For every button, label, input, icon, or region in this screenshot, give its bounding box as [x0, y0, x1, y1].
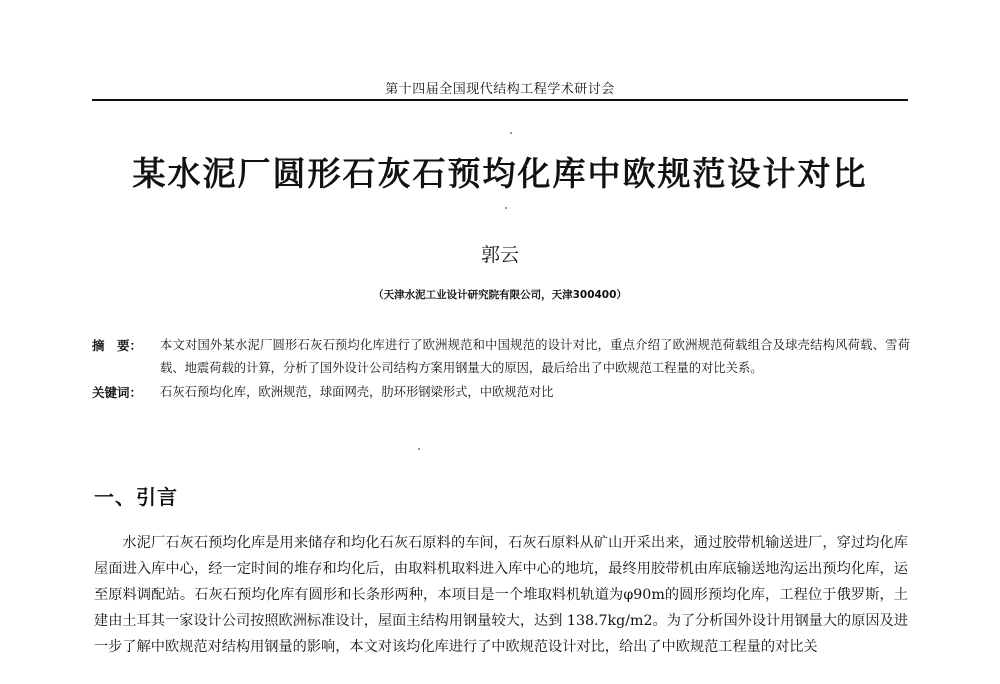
scan-speck [505, 207, 507, 209]
abstract-row [92, 334, 910, 380]
introduction-paragraph: 水泥厂石灰石预均化库是用来储存和均化石灰石原料的车间，石灰石原料从矿山开采出来，通过胶带机输送进厂，穿过均化库屋面进入库中心，经一定时间的堆存和均化后，由取料机取料进入库中心的地坑，最终用胶带机由库底输送地沟运出预均化库，运至原料调配站。石灰石预均化库有圆形和长条形两种，本项目是一个堆取料机轨道为φ90m的圆形预均化库，工程位于俄罗斯，土建由土耳其一家设计公司按照欧洲标准设计，屋面主结构用钢量较大，达到 138.7kg/m2。为了分析国外设计用钢量大的原因及进一步了解中欧规范对结构用钢量的影响，本文对该均化库进行了中欧规范设计对比，给出了中欧规范工程量的对比关 [94, 535, 908, 655]
running-header: 第十四届全国现代结构工程学术研讨会 [385, 82, 615, 97]
scan-speck [418, 448, 420, 450]
scan-speck [510, 132, 512, 134]
keywords-row [92, 381, 910, 404]
author-affiliation: （天津水泥工业设计研究院有限公司，天津300400） [373, 289, 627, 301]
section-heading-introduction: 一、引言 [94, 485, 178, 509]
keywords-text: 石灰石预均化库，欧洲规范，球面网壳，肋环形钢梁形式，中欧规范对比 [160, 385, 554, 399]
abstract-label: 摘 要： [92, 338, 143, 353]
abstract-text: 本文对国外某水泥厂圆形石灰石预均化库进行了欧洲规范和中国规范的设计对比，重点介绍了欧洲规范荷载组合及球壳结构风荷载、雪荷载、地震荷载的计算，分析了国外设计公司结构方案用钢量大的原因，最后给出了中欧规范工程量的对比关系。 [160, 338, 910, 375]
header-rule [92, 99, 908, 101]
abstract-block [92, 334, 910, 404]
paper-title: 某水泥厂圆形石灰石预均化库中欧规范设计对比 [132, 154, 868, 193]
keywords-label: 关键词： [92, 385, 143, 400]
author-name: 郭云 [480, 244, 519, 266]
